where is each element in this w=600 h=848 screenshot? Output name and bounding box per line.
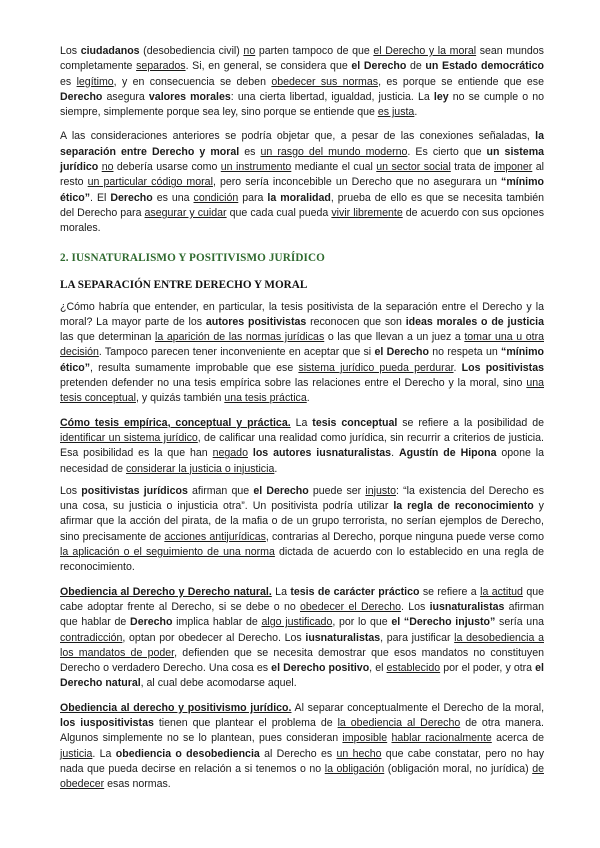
text-run: parten tampoco de que xyxy=(255,45,374,57)
text-run: acerca de xyxy=(491,732,544,745)
text-run: . Los xyxy=(401,600,430,613)
underlined-text: imposible xyxy=(342,732,388,745)
text-run: : “la existencia del Derecho es una cosa, su justicia o injusticia otra”. Un positivista podría utilizar xyxy=(60,484,544,513)
text-run: no se cumple o no siempre, simplemente porque sea ley, sino porque se entiende que xyxy=(60,90,544,119)
emphasis-text: Cómo tesis empírica, conceptual y práctica. xyxy=(60,416,291,429)
text-run: , optan por obedecer al Derecho. Los xyxy=(122,631,306,644)
emphasis-text: iusnaturalistas xyxy=(305,631,381,644)
emphasis-text: Obediencia al Derecho y Derecho natural. xyxy=(60,585,272,598)
emphasis-text: el Derecho xyxy=(351,60,407,73)
text-run: trata de xyxy=(450,161,495,174)
underlined-text: hablar racionalmente xyxy=(391,732,492,745)
underlined-text: un instrumento xyxy=(220,161,292,174)
underlined-text: legítimo xyxy=(76,75,114,88)
emphasis-text: el Derecho natural xyxy=(60,662,544,690)
text-run: . xyxy=(414,106,418,119)
underlined-text: separados xyxy=(136,60,186,73)
underlined-text: la obligación xyxy=(324,762,385,775)
text-run: es xyxy=(60,75,77,88)
text-run: pretenden defender no una tesis empírica sobre las relaciones entre el Derecho y la moral, sino xyxy=(60,377,527,390)
underlined-text: obedecer sus normas xyxy=(271,75,379,88)
emphasis-text: un sistema jurídico xyxy=(60,145,545,174)
text-run: (desobediencia civil) xyxy=(139,45,244,57)
text-run: , resulta sumamente improbable que ese xyxy=(90,361,299,374)
emphasis-text: tesis conceptual xyxy=(312,416,398,429)
emphasis-text: la separación entre Derecho y moral xyxy=(60,130,544,158)
text-run: , defienden que se necesita demostrar que esos mandatos no constituyen Derecho o verdadero Derecho. Una cosa es xyxy=(60,646,544,675)
underlined-text: un particular código moral xyxy=(87,176,213,189)
underlined-text: contradicción xyxy=(60,631,123,644)
emphasis-text: ciudadanos xyxy=(80,45,140,57)
text-run: es xyxy=(239,145,261,158)
text-run: mediante el cual xyxy=(291,161,377,174)
text-run: reconocen que son xyxy=(306,315,406,328)
text-run: que cabe constatar, pero no hay nada que pueda decirse en relación a si tenemos o no xyxy=(60,747,545,775)
text-run: tienen que plantear el problema de xyxy=(153,716,338,729)
text-run: afirman que xyxy=(187,484,254,497)
emphasis-text: ley xyxy=(433,90,449,103)
text-run: . Tampoco parecen tener inconveniente en aceptar que si xyxy=(98,346,375,359)
text-run: debería usarse como xyxy=(113,161,221,174)
underlined-text: establecido xyxy=(386,662,441,675)
section-heading: 2. IUSNATURALISMO Y POSITIVISMO JURÍDICO xyxy=(60,251,325,264)
emphasis-text: la moralidad xyxy=(267,191,331,204)
underlined-text: no xyxy=(243,45,256,57)
emphasis-text: el Derecho xyxy=(374,346,429,359)
text-run: al resto xyxy=(60,161,544,189)
underlined-text: un sector social xyxy=(376,161,451,174)
text-run: , para justificar xyxy=(380,631,455,644)
text-run: no respeta un xyxy=(428,346,502,359)
text-run: Los xyxy=(60,484,82,497)
text-run: por el poder, y otra xyxy=(440,662,536,675)
paragraph-7 xyxy=(60,701,544,793)
emphasis-text: obediencia o desobediencia xyxy=(115,747,260,760)
underlined-text: acciones antijurídicas xyxy=(164,530,266,543)
underlined-text: la obediencia al Derecho xyxy=(337,716,461,729)
underlined-text: negado xyxy=(212,447,248,460)
emphasis-text: ideas morales o de justicia xyxy=(405,315,544,328)
paragraph-5 xyxy=(60,484,544,576)
underlined-text: una tesis práctica xyxy=(224,392,307,405)
paragraph-3 xyxy=(60,300,544,407)
text-run: . Si, en general, se considera que xyxy=(185,60,352,73)
emphasis-text: “mínimo ético” xyxy=(60,176,545,204)
text-run: asegura xyxy=(102,90,149,103)
underlined-text: algo justificado xyxy=(261,616,333,629)
text-run: esas normas. xyxy=(104,778,171,791)
text-run: . La xyxy=(92,747,116,760)
emphasis-text: “mínimo ético” xyxy=(60,346,544,374)
text-run: , prueba de ello es que se necesita también del Derecho para xyxy=(60,191,545,219)
emphasis-text: positivistas jurídicos xyxy=(81,484,188,497)
underlined-text: condición xyxy=(193,191,239,204)
emphasis-text: un Estado democrático xyxy=(425,60,545,73)
text-run: (obligación moral, no jurídica) xyxy=(384,762,533,775)
text-run: ¿Cómo habría que entender, en particular, la tesis positivista de la separación entre el Derecho y la moral? La mayor parte de los xyxy=(60,300,544,328)
text-run: se refiere a la posibilidad de xyxy=(397,416,545,429)
text-run: opone la necesidad de xyxy=(60,447,545,475)
underlined-text: asegurar y cuidar xyxy=(144,206,227,219)
underlined-text: la aplicación o el seguimiento de una norma xyxy=(60,546,275,559)
text-run: , al cual debe acomodarse aquel. xyxy=(140,677,297,690)
emphasis-text: Derecho xyxy=(110,191,153,204)
text-run: , contrarias al Derecho, porque ninguna puede verse como xyxy=(265,530,544,543)
text-run: . xyxy=(453,361,462,374)
emphasis-text: Obediencia al derecho y positivismo jurídico. xyxy=(60,701,292,714)
underlined-text: un hecho xyxy=(336,747,382,760)
text-run: La xyxy=(271,585,291,598)
text-run: es una xyxy=(152,191,194,204)
underlined-text: identificar un sistema jurídico xyxy=(60,431,198,444)
paragraph-4 xyxy=(60,416,544,477)
underlined-text: un rasgo del mundo moderno xyxy=(260,145,408,158)
emphasis-text: el “Derecho injusto” xyxy=(391,616,496,629)
text-run: al Derecho es xyxy=(259,747,337,760)
text-run: La xyxy=(290,416,313,429)
text-run: , de calificar una realidad como jurídica, sin recurrir a criterios de justicia. Esa posibilidad es la que han xyxy=(60,431,544,460)
paragraph-1 xyxy=(60,44,544,120)
text-run: que cada cual pueda xyxy=(226,206,332,219)
text-run: o las que llevan a un juez a xyxy=(324,331,465,344)
text-run: , es porque se entiende que ese xyxy=(378,75,544,88)
text-run: implica hablar de xyxy=(172,616,262,629)
text-run: dictada de acuerdo con lo establecido en una regla de reconocimiento. xyxy=(60,546,544,574)
text-run: , pero sería inconcebible un Derecho que no asegurara un xyxy=(212,176,502,189)
text-run: . Es cierto que xyxy=(407,145,487,158)
underlined-text: la aparición de las normas jurídicas xyxy=(154,331,325,344)
text-run: puede ser xyxy=(308,484,366,497)
text-run: para xyxy=(238,191,268,204)
emphasis-text: tesis de carácter práctico xyxy=(290,585,420,598)
emphasis-text: la regla de reconocimiento xyxy=(393,500,534,513)
text-run: las que determinan xyxy=(60,331,155,344)
emphasis-text: el Derecho xyxy=(253,484,309,497)
paragraph-6 xyxy=(60,585,544,692)
underlined-text: injusto xyxy=(365,484,396,497)
text-run: y afirmar que la acción del pirata, de la mafia o de un grupo terrorista, no serían ejemplos de Derecho, sino precisamente de xyxy=(60,500,544,543)
text-run: . El xyxy=(90,191,111,204)
emphasis-text: Agustín de Hipona xyxy=(398,447,497,460)
text-run: , y quizás también xyxy=(135,392,225,405)
text-run: . xyxy=(274,462,278,475)
underlined-text: tomar una u otra decisión xyxy=(60,331,544,359)
underlined-text: justicia xyxy=(60,747,93,760)
subheading: LA SEPARACIÓN ENTRE DERECHO Y MORAL xyxy=(60,278,308,291)
underlined-text: es justa xyxy=(377,106,415,119)
underlined-text: considerar la justicia o injusticia xyxy=(125,462,275,475)
underlined-text: una tesis conceptual xyxy=(60,377,544,405)
underlined-text: de obedecer xyxy=(60,762,544,791)
emphasis-text: Derecho xyxy=(60,90,103,103)
underlined-text: el Derecho y la moral xyxy=(373,45,477,57)
emphasis-text: autores positivistas xyxy=(205,315,307,328)
emphasis-text: los autores iusnaturalistas xyxy=(252,447,392,460)
text-run: afirman que hablar de xyxy=(60,600,544,629)
text-run: de acuerdo con sus opciones morales. xyxy=(60,206,544,235)
underlined-text: obedecer el Derecho xyxy=(300,600,402,613)
text-run: sería una xyxy=(495,616,544,629)
emphasis-text: el Derecho positivo xyxy=(271,662,370,675)
emphasis-text: Derecho xyxy=(130,616,173,629)
underlined-text: imponer xyxy=(494,161,533,174)
text-run: que cabe adoptar frente al Derecho, si se debe o no xyxy=(60,585,544,613)
paragraph-2 xyxy=(60,129,544,236)
underlined-text: la desobediencia a los mandatos de poder xyxy=(60,631,544,659)
emphasis-text: valores morales xyxy=(148,90,231,103)
underlined-text: vivir libremente xyxy=(331,206,403,219)
document-page xyxy=(60,44,544,801)
emphasis-text: los iuspositivistas xyxy=(60,716,154,729)
text-run: . xyxy=(306,392,310,405)
text-run: de otra manera. Algunos simplemente no se lo plantean, pues consideran xyxy=(60,716,545,745)
emphasis-text: iusnaturalistas xyxy=(429,600,505,613)
text-run: A las consideraciones anteriores se podría objetar que, a pesar de las conexiones señaladas, xyxy=(60,130,536,143)
text-run: . xyxy=(391,447,399,460)
text-run: Los xyxy=(60,45,81,57)
text-run: de xyxy=(406,60,426,73)
text-run: se refiere a xyxy=(419,585,481,598)
underlined-text: no xyxy=(101,161,114,174)
text-run: Al separar conceptualmente el Derecho de la moral, xyxy=(291,701,545,714)
text-run: , el xyxy=(369,662,387,675)
emphasis-text: Los positivistas xyxy=(461,361,544,374)
text-run: sean mundos completamente xyxy=(60,45,544,73)
text-run: , y en consecuencia se deben xyxy=(113,75,272,88)
text-run: , por lo que xyxy=(332,616,392,629)
underlined-text: la actitud xyxy=(480,585,523,598)
underlined-text: sistema jurídico pueda perdurar xyxy=(298,361,454,374)
text-run: : una cierta libertad, igualdad, justicia. La xyxy=(230,90,434,103)
